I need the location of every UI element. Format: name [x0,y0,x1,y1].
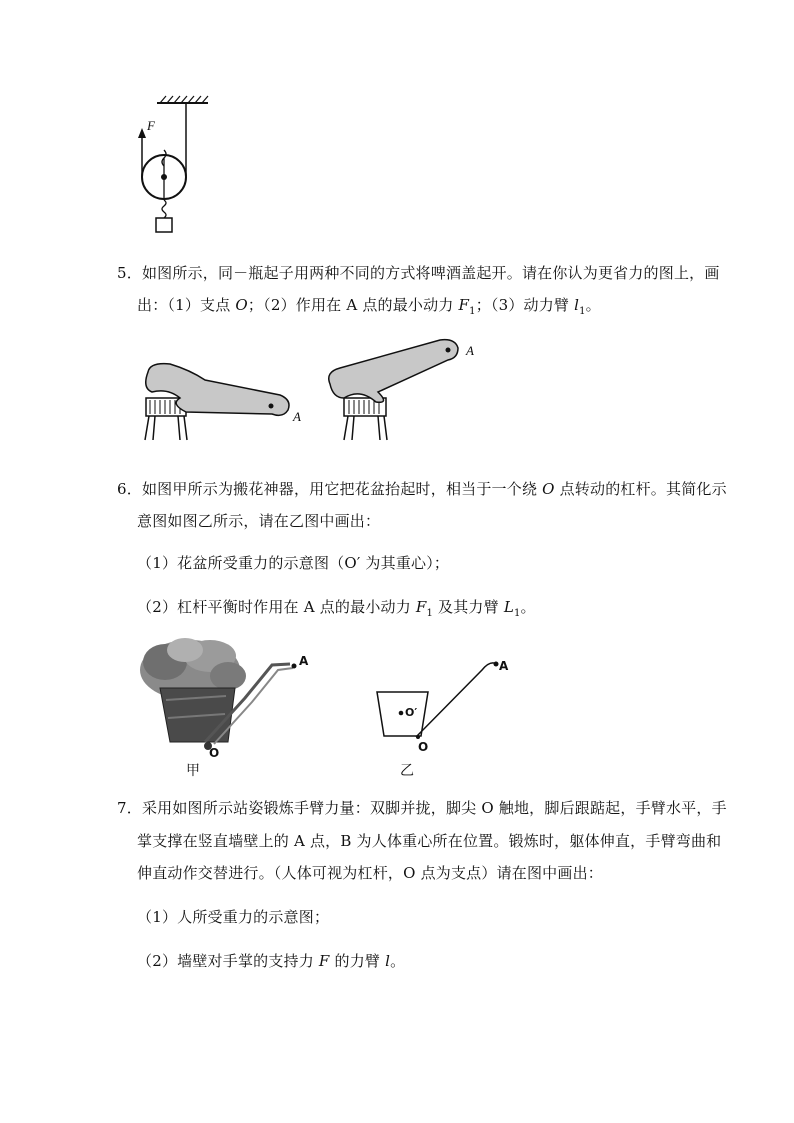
q6-photo-label-a: A [299,654,309,668]
q5-left-label-a: A [293,409,301,424]
sketch-point-a [494,662,499,667]
q6-line2: 意图如图乙所示，请在乙图中画出： [137,512,381,530]
q6-sketch-label-a: A [499,659,509,673]
q7-line1: 7．采用如图所示站姿锻炼手臂力量：双脚并拢，脚尖 O 触地，脚后跟踮起，手臂水平，手 [117,799,727,817]
q7-item1: （1）人所受重力的示意图； [137,908,330,926]
sketch-lever [416,663,497,737]
q5-right-label-a: A [466,343,474,358]
q6-item1: （1）花盆所受重力的示意图（O′ 为其重心）； [137,554,450,572]
q7-line2: 掌支撑在竖直墙壁上的 A 点，B 为人体重心所在位置。锻炼时，躯体伸直，手臂弯曲和 [137,832,722,850]
q7-line3: 伸直动作交替进行。（人体可视为杠杆，O 点为支点）请在图中画出： [137,864,603,882]
q7-item2: （2）墙壁对手掌的支持力 F 的力臂 l。 [137,952,406,970]
pulley-force-label: F [147,118,155,133]
q6-sketch-label-o: O [418,740,429,754]
q5-line2: 出：（1）支点 O；（2）作用在 A 点的最小动力 $F_1$；（3）动力臂 $l_1$。 [137,296,601,317]
sketch-pivot-o [416,735,420,739]
sketch-center-of-gravity [399,711,404,716]
q6-photo-caption: 甲 [186,763,200,779]
q6-line1: 6．如图甲所示为搬花神器，用它把花盆抬起时，相当于一个绕 O 点转动的杠杆。其简化示 [117,480,727,498]
q6-photo-label-o: O [209,746,220,760]
q5-line1: 5．如图所示，同－瓶起子用两种不同的方式将啤酒盖起开。请在你认为更省力的图上，画 [117,264,720,282]
q6-sketch-label-o2: O′ [405,706,418,719]
q6-sketch-caption: 乙 [400,763,414,779]
q6-item2: （2）杠杆平衡时作用在 A 点的最小动力 $F_1$ 及其力臂 $L_1$。 [137,598,536,619]
